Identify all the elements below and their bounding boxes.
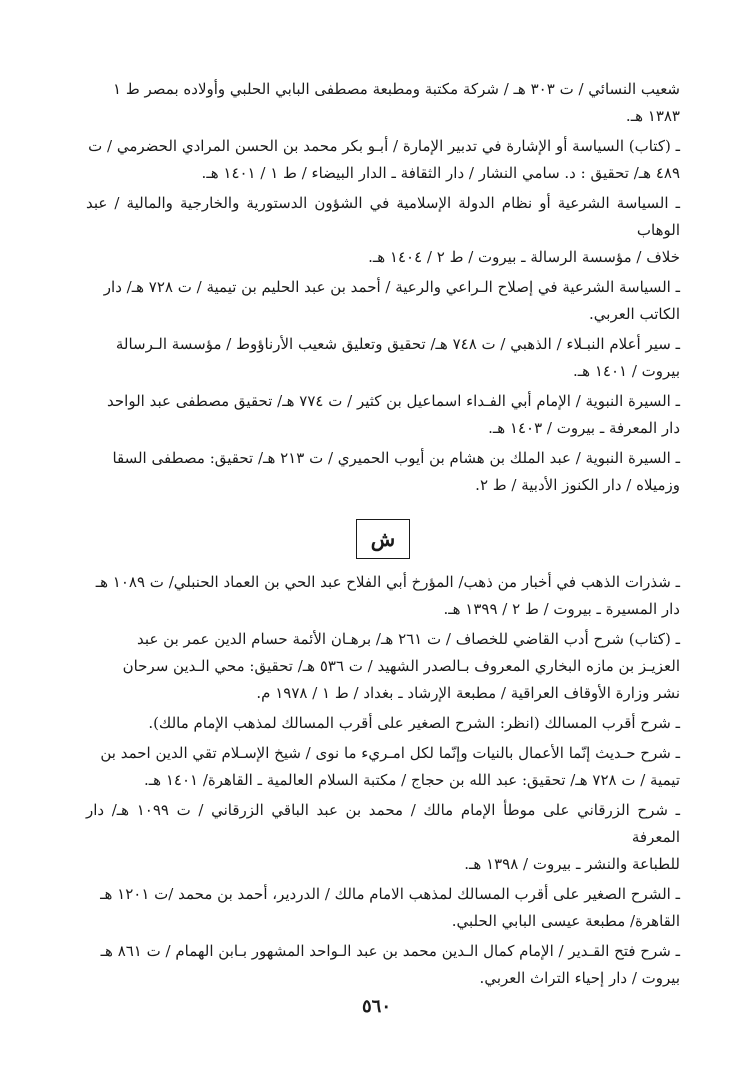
bibliography-entry: [86, 626, 680, 707]
entry-line-continued: دار المسيرة ـ بيروت / ط ٢ / ١٣٩٩ هـ.: [443, 600, 680, 618]
bibliography-entry: [86, 76, 680, 130]
entry-line-first: ـ شرح فتح القـدير / الإمام كمال الـدين محمد بن عبد الـواحد المشهور بـابن الهمام / ت ٨٦١ هـ: [100, 942, 680, 960]
entries-bottom: [86, 569, 680, 992]
entry-line-first: ـ السياسة الشرعية أو نظام الدولة الإسلامية في الشؤون الدستورية والخارجية والمالية / عبد الوهاب: [86, 194, 680, 239]
bibliography-entry: [86, 797, 680, 878]
entry-line-first: ـ شرح أقرب المسالك (انظر: الشرح الصغير على أقرب المسالك لمذهب الإمام مالك).: [148, 714, 680, 732]
bibliography-entry: [86, 740, 680, 794]
section-letter: ش: [356, 519, 410, 559]
entry-line-continued: القاهرة/ مطبعة عيسى البابي الحلبي.: [451, 912, 680, 930]
entry-line-first: ـ شرح حـديث إنّما الأعمال بالنيات وإنّما لكل امـريء ما نوى / شيخ الإسـلام تقي الدين احمد بن: [100, 744, 680, 762]
bibliography-entry: [86, 274, 680, 328]
bibliography-entry: [86, 569, 680, 623]
entry-line-continued: ٤٨٩ هـ/ تحقيق : د. سامي النشار / دار الثقافة ـ الدار البيضاء / ط ١ / ١٤٠١ هـ.: [201, 164, 680, 182]
entry-line-first: ـ سير أعلام النبـلاء / الذهبي / ت ٧٤٨ هـ/ تحقيق وتعليق شعيب الأرناؤوط / مؤسسة الـرسالة: [115, 335, 680, 353]
entry-line-continued: للطباعة والنشر ـ بيروت / ١٣٩٨ هـ.: [464, 855, 680, 873]
entry-line-first: ـ شذرات الذهب في أخبار من ذهب/ المؤرخ أبي الفلاح عبد الحي بن العماد الحنبلي/ ت ١٠٨٩ هـ: [95, 573, 680, 591]
bibliography-entry: [86, 331, 680, 385]
entry-line-continued: ١٣٨٣ هـ.: [625, 107, 680, 125]
bibliography-entry: [86, 388, 680, 442]
entry-line-continued: بيروت / دار إحياء التراث العربي.: [479, 969, 680, 987]
entry-line-continued: الكاتب العربي.: [589, 305, 680, 323]
section-heading: [86, 519, 680, 563]
entry-line-continued: دار المعرفة ـ بيروت / ١٤٠٣ هـ.: [488, 419, 680, 437]
entries-top: [86, 76, 680, 499]
entry-line-first: ـ السياسة الشرعية في إصلاح الـراعي والرعية / أحمد بن عبد الحليم بن تيمية / ت ٧٢٨ هـ/ دار: [103, 278, 680, 296]
bibliography-entry: [86, 445, 680, 499]
entry-line-first: ـ الشرح الصغير على أقرب المسالك لمذهب الامام مالك / الدردير، أحمد بن محمد /ت ١٢٠١ هـ: [100, 885, 680, 903]
bibliography-entry: [86, 938, 680, 992]
bibliography-entry: [86, 190, 680, 271]
entry-line-continued: وزميلاه / دار الكنوز الأدبية / ط ٢.: [475, 476, 680, 494]
page-number: ٥٦٠: [361, 996, 391, 1017]
entry-line-first: ـ السيرة النبوية / الإمام أبي الفـداء اسماعيل بن كثير / ت ٧٧٤ هـ/ تحقيق مصطفى عبد الواحد: [107, 392, 680, 410]
entry-line-continued: بيروت / ١٤٠١ هـ.: [572, 362, 680, 380]
entry-line-first: شعيب النسائي / ت ٣٠٣ هـ / شركة مكتبة ومطبعة مصطفى البابي الحلبي وأولاده بمصر ط ١: [113, 80, 680, 98]
bibliography-entry: [86, 881, 680, 935]
entry-line-continued: نشر وزارة الأوقاف العراقية / مطبعة الإرشاد ـ بغداد / ط ١ / ١٩٧٨ م.: [256, 684, 680, 702]
entry-line-continued: العزيـز بن مازه البخاري المعروف بـالصدر الشهيد / ت ٥٣٦ هـ/ تحقيق: محي الـدين سرحان: [122, 657, 680, 675]
entry-line-continued: تيمية / ت ٧٢٨ هـ/ تحقيق: عبد الله بن حجاج / مكتبة السلام العالمية ـ القاهرة/ ١٤٠١ هـ.: [143, 771, 680, 789]
entry-line-first: ـ (كتاب) شرح أدب القاضي للخصاف / ت ٢٦١ هـ/ برهـان الأئمة حسام الدين عمر بن عبد: [137, 630, 680, 648]
bibliography-entry: [86, 710, 680, 737]
entry-line-first: ـ شرح الزرقاني على موطأ الإمام مالك / محمد بن عبد الباقي الزرقاني / ت ١٠٩٩ هـ/ دار المعرفة: [86, 801, 680, 846]
entry-line-continued: خلاف / مؤسسة الرسالة ـ بيروت / ط ٢ / ١٤٠٤ هـ.: [368, 248, 680, 266]
bibliography-entry: [86, 133, 680, 187]
entry-line-first: ـ السيرة النبوية / عبد الملك بن هشام بن أيوب الحميري / ت ٢١٣ هـ/ تحقيق: مصطفى السقا: [112, 449, 680, 467]
entry-line-first: ـ (كتاب) السياسة أو الإشارة في تدبير الإمارة / أبـو بكر محمد بن الحسن المرادي الحضرمي / ت: [88, 137, 680, 155]
bibliography-page: [86, 76, 680, 995]
